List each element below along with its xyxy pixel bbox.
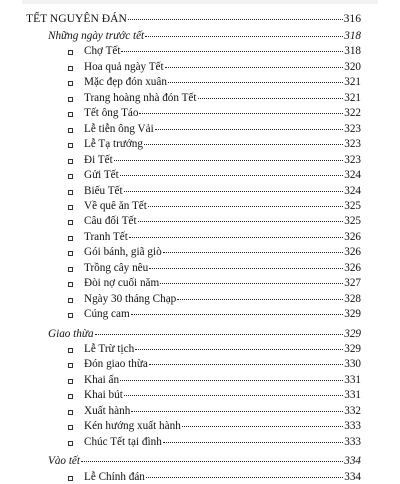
toc-item-page-number: 323 — [344, 138, 361, 151]
toc-item[interactable] — [84, 169, 361, 182]
toc-item-page-number: 323 — [344, 153, 361, 166]
toc-item-page-number: 322 — [344, 107, 361, 120]
toc-item-page-number: 327 — [344, 277, 361, 290]
toc-item-page-number: 324 — [344, 169, 361, 182]
dot-leader — [95, 333, 344, 335]
toc-item-page-number: 330 — [344, 358, 361, 371]
dot-leader — [148, 205, 343, 207]
square-bullet-icon — [68, 313, 73, 318]
section-title: Giao thừa — [48, 327, 94, 340]
toc-item-label: Gói bánh, giã giò — [84, 246, 162, 259]
toc-item-label: Mặc đẹp đón xuân — [84, 76, 167, 89]
toc-item-label: Chợ Tết — [84, 45, 121, 58]
toc-item-label: Trồng cây nêu — [84, 261, 149, 274]
toc-item-page-number: 329 — [344, 343, 361, 355]
toc-item-page-number: 332 — [344, 404, 361, 417]
toc-item-label: Khai ấn — [84, 373, 120, 386]
toc-item-label: Về quê ăn Tết — [84, 199, 147, 212]
section-entry[interactable] — [48, 30, 361, 43]
toc-item[interactable] — [84, 61, 361, 74]
toc-item[interactable] — [84, 358, 361, 371]
toc-item[interactable] — [84, 185, 361, 198]
square-bullet-icon — [68, 66, 73, 71]
toc-item-label: Cúng cam — [84, 308, 130, 321]
toc-item[interactable] — [84, 374, 361, 387]
section-page-number: 329 — [344, 327, 361, 340]
toc-item[interactable] — [84, 420, 361, 433]
toc-item-label: Kén hướng xuất hành — [84, 420, 181, 433]
toc-item-label: Lễ Chính đán — [84, 470, 145, 483]
toc-item-page-number: 320 — [344, 60, 361, 73]
dot-leader — [177, 298, 343, 300]
dot-leader — [163, 251, 344, 253]
toc-item-label: Lễ tiễn ông Vải — [84, 122, 154, 135]
dot-leader — [124, 190, 344, 192]
toc-item-label: Biếu Tết — [84, 184, 123, 197]
dot-leader — [124, 394, 343, 396]
square-bullet-icon — [68, 348, 73, 353]
toc-item-page-number: 331 — [344, 389, 361, 402]
dot-leader — [165, 66, 344, 68]
dot-leader — [139, 112, 343, 114]
toc-item[interactable] — [84, 343, 361, 356]
toc-item-label: Tết ông Táo — [84, 107, 139, 120]
toc-item-label: Trang hoàng nhà đón Tết — [84, 91, 197, 104]
toc-item[interactable] — [84, 138, 361, 151]
toc-item-label: Đòi nợ cuối năm — [84, 277, 160, 290]
toc-item-label: Ngày 30 tháng Chạp — [84, 292, 177, 305]
dot-leader — [149, 363, 343, 365]
toc-item-page-number: 325 — [344, 215, 361, 228]
toc-item-label: Đi Tết — [84, 153, 113, 166]
dot-leader — [121, 50, 343, 52]
square-bullet-icon — [68, 394, 73, 399]
section-page-number: 318 — [344, 30, 361, 42]
toc-item[interactable] — [84, 389, 361, 402]
square-bullet-icon — [68, 112, 73, 117]
toc-item-label: Lễ Trừ tịch — [84, 343, 135, 355]
section-page-number: 334 — [344, 455, 361, 468]
dot-leader — [129, 236, 343, 238]
toc-item-label: Đón giao thừa — [84, 358, 148, 371]
square-bullet-icon — [68, 97, 73, 102]
dot-leader — [149, 267, 343, 269]
toc-item-label: Hoa quả ngày Tết — [84, 60, 164, 73]
toc-item[interactable] — [84, 308, 361, 321]
dot-leader — [128, 18, 343, 20]
dot-leader — [146, 476, 343, 478]
toc-item[interactable] — [84, 471, 361, 484]
toc-item[interactable] — [84, 277, 361, 290]
chapter-entry[interactable] — [26, 12, 361, 25]
toc-item[interactable] — [84, 107, 361, 120]
dot-leader — [131, 410, 343, 412]
square-bullet-icon — [68, 128, 73, 133]
toc-item-page-number: 326 — [344, 261, 361, 274]
toc-item-page-number: 333 — [344, 420, 361, 433]
square-bullet-icon — [68, 363, 73, 368]
square-bullet-icon — [68, 220, 73, 225]
toc-item-label: Gửi Tết — [84, 169, 119, 182]
square-bullet-icon — [68, 50, 73, 55]
toc-item-page-number: 321 — [344, 91, 361, 104]
toc-item-label: Tranh Tết — [84, 230, 128, 243]
toc-item[interactable] — [84, 231, 361, 244]
square-bullet-icon — [68, 476, 73, 481]
chapter-page-number: 316 — [343, 12, 361, 25]
toc-item-label: Câu đối Tết — [84, 215, 137, 228]
dot-leader — [182, 425, 343, 427]
dot-leader — [135, 348, 343, 350]
dot-leader — [144, 143, 343, 145]
dot-leader — [168, 81, 343, 83]
dot-leader — [120, 379, 343, 381]
toc-item-label: Lễ Tạ trướng — [84, 138, 143, 151]
toc-item-label: Xuất hành — [84, 404, 131, 417]
toc-item[interactable] — [84, 436, 361, 449]
square-bullet-icon — [68, 159, 73, 164]
dot-leader — [81, 460, 343, 462]
square-bullet-icon — [68, 441, 73, 446]
dot-leader — [131, 313, 344, 315]
dot-leader — [155, 128, 344, 130]
dot-leader — [160, 282, 343, 284]
toc-item[interactable] — [84, 92, 361, 105]
section-entry[interactable] — [48, 455, 361, 468]
dot-leader — [198, 97, 344, 99]
toc-item-page-number: 331 — [344, 373, 361, 386]
square-bullet-icon — [68, 143, 73, 148]
dot-leader — [138, 220, 344, 222]
toc-item[interactable] — [84, 215, 361, 228]
toc-item[interactable] — [84, 200, 361, 213]
toc-item-page-number: 323 — [344, 122, 361, 135]
square-bullet-icon — [68, 425, 73, 430]
toc-item-page-number: 326 — [344, 230, 361, 243]
toc-item[interactable] — [84, 405, 361, 418]
chapter-title: TẾT NGUYÊN ĐÁN — [26, 12, 127, 25]
square-bullet-icon — [68, 410, 73, 415]
toc-item-page-number: 318 — [344, 45, 361, 58]
toc-item-page-number: 328 — [344, 292, 361, 305]
section-title: Vào tết — [48, 455, 81, 468]
square-bullet-icon — [68, 379, 73, 384]
toc-item-page-number: 324 — [344, 184, 361, 197]
section-title: Những ngày trước tết — [48, 30, 145, 42]
toc-item-label: Khai bút — [84, 389, 123, 402]
toc-item-page-number: 321 — [344, 76, 361, 89]
square-bullet-icon — [68, 298, 73, 303]
dot-leader — [120, 174, 343, 176]
toc-item[interactable] — [84, 76, 361, 89]
toc-item-label: Chúc Tết tại đình — [84, 435, 162, 448]
toc-item[interactable] — [84, 293, 361, 306]
toc-item-page-number: 333 — [344, 435, 361, 448]
toc-item-page-number: 329 — [344, 308, 361, 321]
toc-item-page-number: 326 — [344, 246, 361, 259]
toc-item-page-number: 334 — [344, 470, 361, 483]
section-entry[interactable] — [48, 328, 361, 341]
dot-leader — [163, 441, 343, 443]
toc-item-page-number: 325 — [344, 199, 361, 212]
dot-leader — [145, 35, 343, 37]
square-bullet-icon — [68, 236, 73, 241]
square-bullet-icon — [68, 190, 73, 195]
dot-leader — [114, 159, 344, 161]
square-bullet-icon — [68, 174, 73, 179]
toc-item[interactable] — [84, 154, 361, 167]
square-bullet-icon — [68, 251, 73, 256]
toc-item[interactable] — [84, 45, 361, 58]
toc-item[interactable] — [84, 262, 361, 275]
square-bullet-icon — [68, 267, 73, 272]
top-page-edge — [22, 0, 378, 4]
square-bullet-icon — [68, 205, 73, 210]
square-bullet-icon — [68, 81, 73, 86]
toc-item[interactable] — [84, 123, 361, 136]
square-bullet-icon — [68, 282, 73, 287]
toc-item[interactable] — [84, 246, 361, 259]
